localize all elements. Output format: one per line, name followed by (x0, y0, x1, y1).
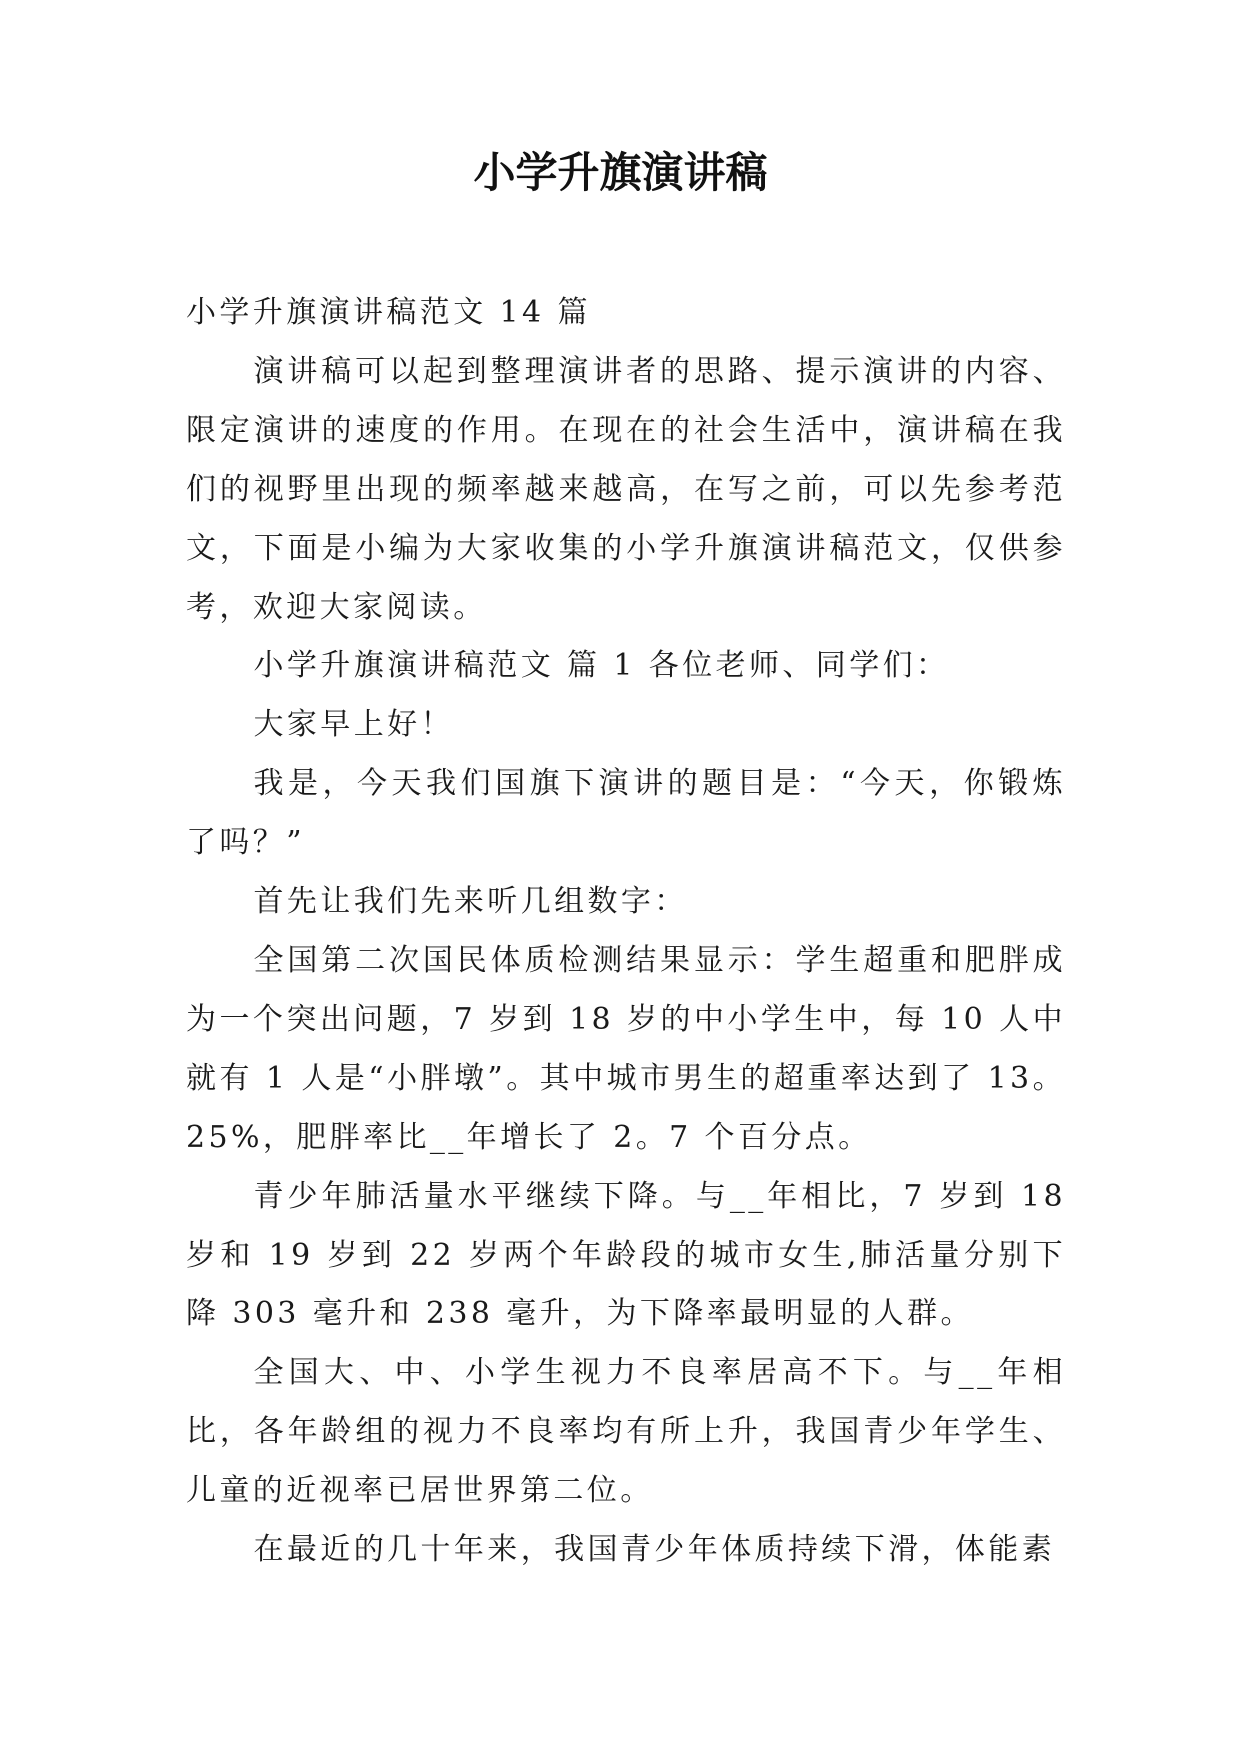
paragraph-intro: 演讲稿可以起到整理演讲者的思路、提示演讲的内容、限定演讲的速度的作用。在现在的社会生活中，演讲稿在我们的视野里出现的频率越来越高，在写之前，可以先参考范文，下面是小编为大家收集的小学升旗演讲稿范文，仅供参考，欢迎大家阅读。 (186, 353, 1066, 625)
paragraph-obesity: 全国第二次国民体质检测结果显示：学生超重和肥胖成为一个突出问题，7 岁到 18 岁的中小学生中，每 10 人中就有 1 人是“小胖墩”。其中城市男生的超重率达到了 13。25%，肥胖率比__年增长了 2。7 个百分点。 (186, 942, 1066, 1155)
paragraph-topic: 我是，今天我们国旗下演讲的题目是：“今天，你锻炼了吗？” (186, 766, 1066, 861)
document-title: 小学升旗演讲稿 (473, 148, 768, 197)
paragraph-good-morning: 大家早上好！ (253, 707, 454, 743)
document-subtitle: 小学升旗演讲稿范文 14 篇 (186, 295, 591, 330)
paragraph-numbers-intro: 首先让我们先来听几组数字： (253, 884, 688, 920)
paragraph-greeting: 小学升旗演讲稿范文 篇 1 各位老师、同学们： (253, 648, 950, 684)
document-body (186, 284, 1066, 1580)
paragraph-decline: 在最近的几十年来，我国青少年体质持续下滑，体能素 (253, 1532, 1056, 1568)
paragraph-vision: 全国大、中、小学生视力不良率居高不下。与__年相比，各年龄组的视力不良率均有所上升，我国青少年学生、儿童的近视率已居世界第二位。 (186, 1355, 1066, 1509)
paragraph-lung-capacity: 青少年肺活量水平继续下降。与__年相比，7 岁到 18 岁和 19 岁到 22 岁两个年龄段的城市女生,肺活量分别下降 303 毫升和 238 毫升，为下降率最明显的人群。 (186, 1178, 1066, 1332)
